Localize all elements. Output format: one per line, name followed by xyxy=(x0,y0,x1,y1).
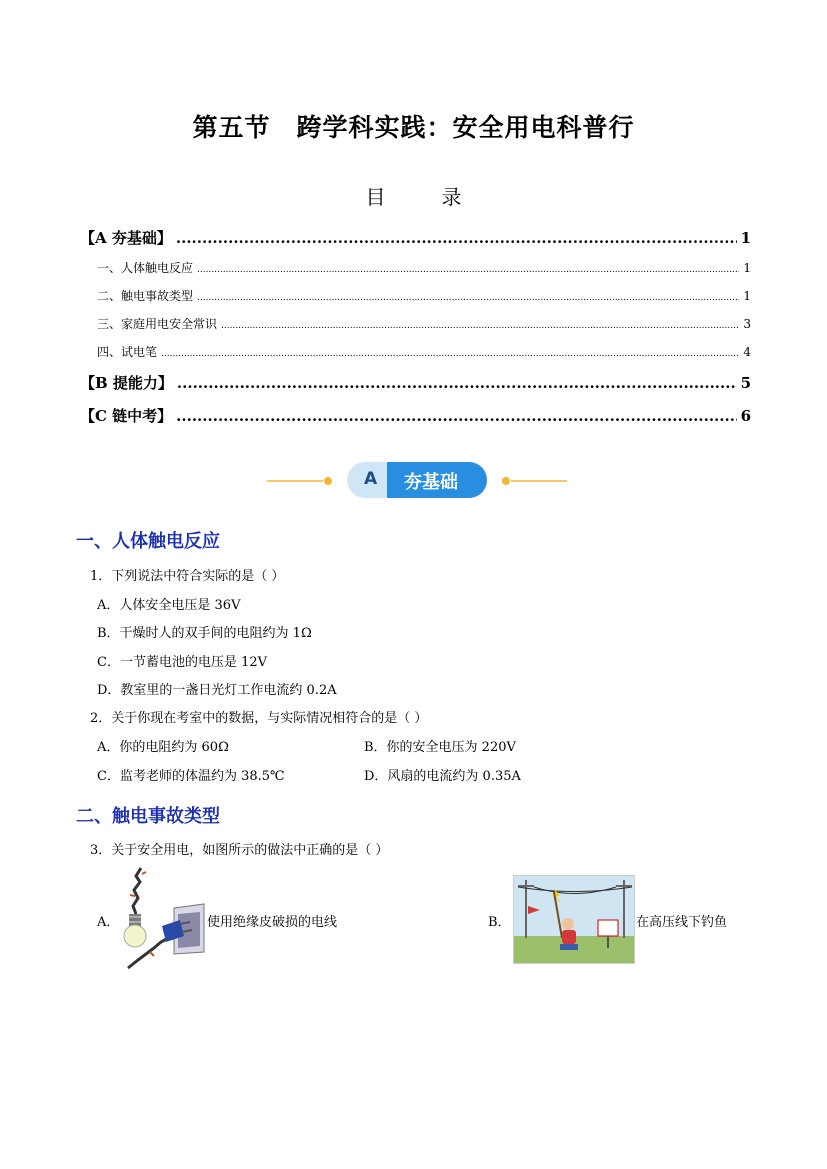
toc-entry-label: 一、人体触电反应 xyxy=(97,261,194,275)
toc-leader xyxy=(197,265,739,275)
option-b-label[interactable]: B． xyxy=(488,915,511,930)
toc-entry[interactable] xyxy=(97,259,751,276)
fishing-under-powerline-illustration xyxy=(513,875,635,964)
answer-option[interactable]: D．风扇的电流约为 0.35A xyxy=(364,769,521,784)
toc-entry-label: 【B 提能力】 xyxy=(80,374,173,392)
bulb-plug-icon xyxy=(116,866,206,971)
toc-entry-label: 【A 夯基础】 xyxy=(80,229,172,247)
toc-leader xyxy=(197,293,739,303)
toc-entry-page: 1 xyxy=(743,289,751,303)
question-stem: 2．关于你现在考室中的数据，与实际情况相符合的是（ ） xyxy=(90,711,428,726)
toc-entry[interactable] xyxy=(97,315,751,332)
banner-dot-right xyxy=(502,477,510,485)
option-a-caption: 使用绝缘皮破损的电线 xyxy=(207,915,338,930)
option-b-caption: 在高压线下钓鱼 xyxy=(636,915,728,930)
section-heading: 二、触电事故类型 xyxy=(76,806,220,827)
toc-entry-label: 四、试电笔 xyxy=(97,345,158,359)
toc-leader xyxy=(221,321,739,331)
answer-option[interactable]: B．你的安全电压为 220V xyxy=(364,740,516,755)
banner-letter: A xyxy=(364,469,378,489)
toc-entry-label: 【C 链中考】 xyxy=(80,407,173,425)
toc-entry-page: 6 xyxy=(740,407,751,425)
question-stem: 1．下列说法中符合实际的是（ ） xyxy=(90,569,285,584)
powerline-fishing-icon xyxy=(514,876,634,963)
toc-leader xyxy=(177,374,737,392)
toc-entry-page: 1 xyxy=(743,261,751,275)
damaged-wire-illustration xyxy=(116,866,206,971)
answer-option[interactable]: D．教室里的一盏日光灯工作电流约 0.2A xyxy=(97,683,337,698)
toc-entry[interactable] xyxy=(80,372,751,393)
page-title: 第五节 跨学科实践：安全用电科普行 xyxy=(192,113,635,142)
toc-leader xyxy=(176,229,737,247)
toc-entry-page: 3 xyxy=(743,317,751,331)
toc-leader xyxy=(161,349,739,359)
banner-text: 夯基础 xyxy=(404,472,458,493)
answer-option[interactable]: A．你的电阻约为 60Ω xyxy=(97,740,229,755)
answer-option[interactable]: C．一节蓄电池的电压是 12V xyxy=(97,655,268,670)
toc-entry[interactable] xyxy=(97,287,751,304)
section-heading: 一、人体触电反应 xyxy=(76,531,220,552)
banner-dot-left xyxy=(324,477,332,485)
section-banner xyxy=(267,460,567,500)
answer-option[interactable]: C．监考老师的体温约为 38.5℃ xyxy=(97,769,285,784)
toc-entry-page: 1 xyxy=(740,229,751,247)
toc-entry-page: 4 xyxy=(743,345,751,359)
toc-leader xyxy=(176,407,736,425)
toc-entry-label: 三、家庭用电安全常识 xyxy=(97,317,218,331)
toc-entry[interactable] xyxy=(80,405,751,426)
option-a-label[interactable]: A． xyxy=(97,915,120,930)
answer-option[interactable]: A．人体安全电压是 36V xyxy=(97,598,241,613)
toc-entry-label: 二、触电事故类型 xyxy=(97,289,194,303)
answer-option[interactable]: B．干燥时人的双手间的电阻约为 1Ω xyxy=(97,626,312,641)
toc-heading: 目 录 xyxy=(365,185,480,209)
toc-entry-page: 5 xyxy=(740,374,751,392)
question-stem: 3．关于安全用电，如图所示的做法中正确的是（ ） xyxy=(90,843,389,858)
toc-entry[interactable] xyxy=(97,343,751,360)
toc-entry[interactable] xyxy=(80,227,751,248)
